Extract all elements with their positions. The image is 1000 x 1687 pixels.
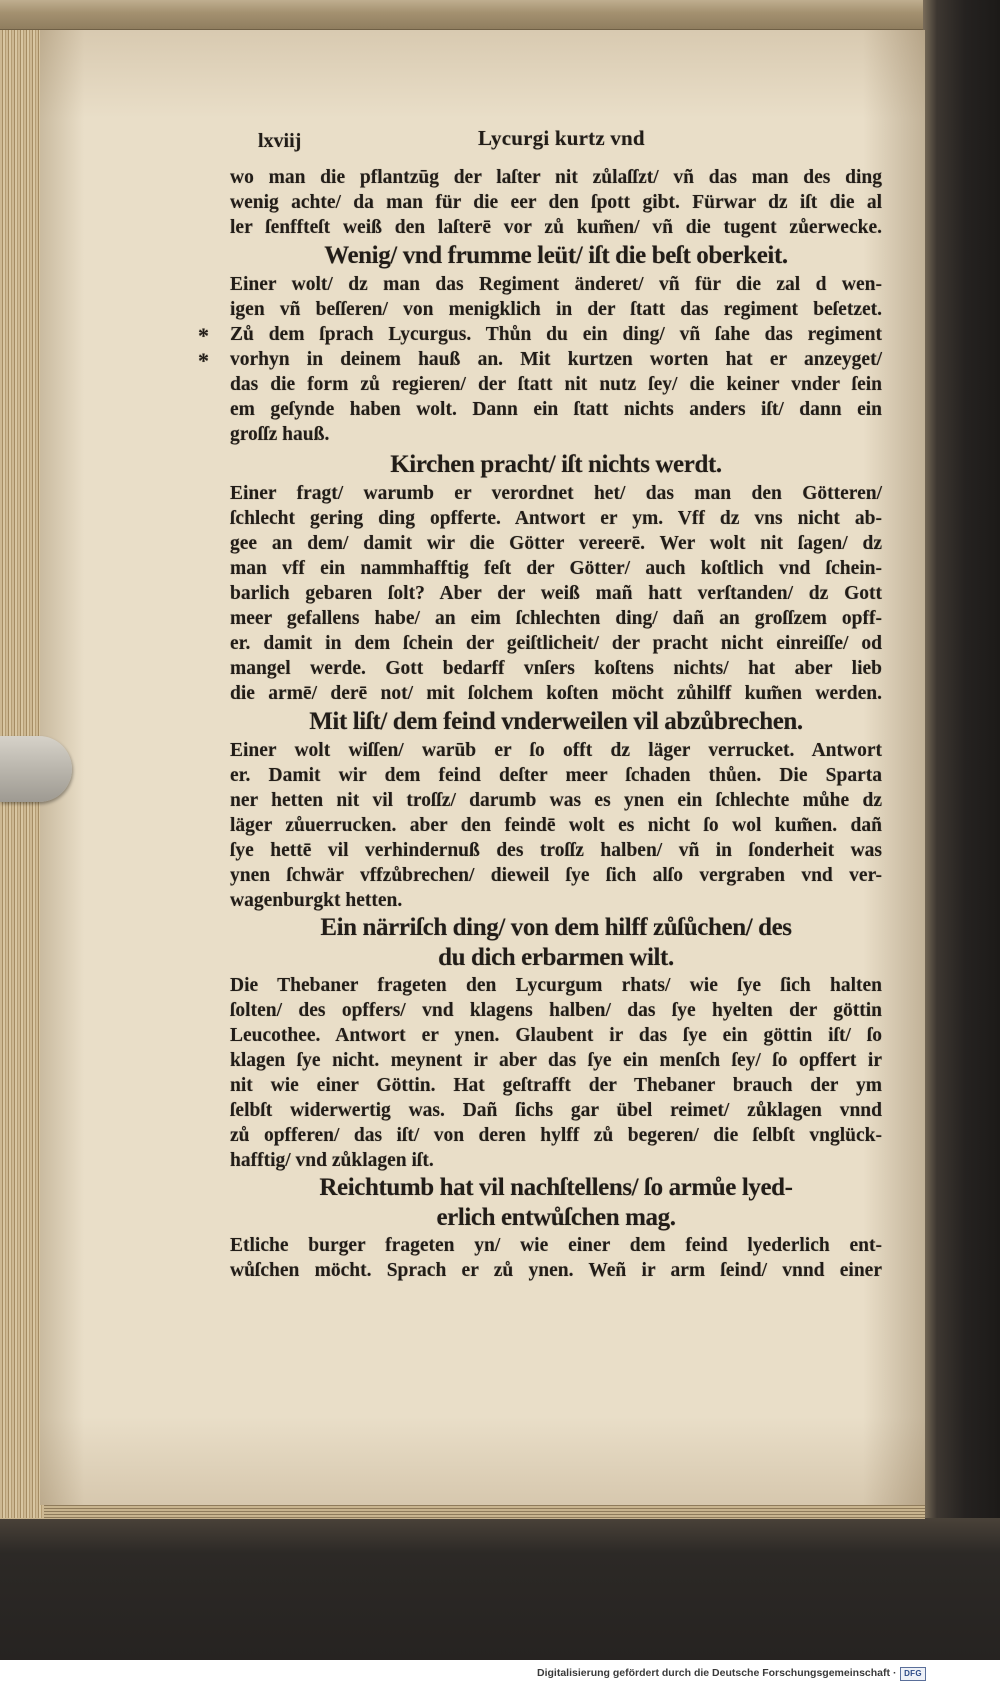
section-heading: Wenig/ vnd frumme leüt/ iſt die beſt oberkeit. [324, 242, 788, 269]
footer-separator: · [893, 1667, 897, 1679]
running-title: Lycurgi kurtz vnd [478, 126, 645, 150]
page-folio: lxviij [258, 130, 302, 152]
text-line: zů opfferen/ das iſt/ von deren hylff zů begeren/ die ſelbſt vnglück- [230, 1125, 882, 1146]
digitization-footer [0, 1660, 1000, 1687]
text-line: ner hetten nit vil troſſz/ darumb was es ynen ein ſchlechte můhe dz [230, 790, 882, 811]
text-line: igen vñ beſſeren/ von menigklich in der ſtatt das regiment beſetzet. [230, 299, 882, 320]
text-line: ſolten/ des opffers/ vnd klagens halben/ das ſye hyelten der göttin [230, 1000, 882, 1021]
section-heading: Kirchen pracht/ iſt nichts werdt. [390, 451, 722, 478]
margin-asterisk: * [198, 348, 209, 373]
section-heading: Reichtumb hat vil nachſtellens/ ſo armůe lyed- [319, 1174, 793, 1201]
text-line: groſſz hauß. [230, 424, 330, 445]
text-line: hafftig/ vnd zůklagen iſt. [230, 1150, 434, 1171]
text-line: klagen ſye nicht. meynent ir aber das ſye ein menſch ſey/ ſo opffert ir [230, 1050, 882, 1071]
section-heading: du dich erbarmen wilt. [438, 944, 674, 971]
scan-background-bottom [0, 1518, 1000, 1660]
section-heading: Mit liſt/ dem feind vnderweilen vil abzůbrechen. [309, 708, 803, 735]
text-line: Etliche burger frageten yn/ wie einer dem feind lyederlich ent- [230, 1235, 882, 1256]
margin-asterisk: * [198, 323, 209, 348]
text-line: läger zůuerrucken. aber den feindē wolt es nicht ſo wol kum̃en. dañ [230, 815, 882, 836]
text-line: Einer wolt/ dz man das Regiment änderet/ vñ für die zal d wen- [230, 274, 882, 295]
text-line: er. Damit wir dem feind deſter meer ſchaden thůen. Die Sparta [230, 765, 882, 786]
page-bottom-edge [0, 1503, 925, 1519]
text-line: ſye hettē vil verhindernuß des troſſz halben/ vñ in ſonderheit was [230, 840, 882, 861]
text-line: ſchlecht gering ding opfferte. Antwort er ym. Vff dz vns nicht ab- [230, 508, 882, 529]
text-line: wo man die pflantzūg der laſter nit zůlaſſzt/ vñ das man des ding [230, 167, 882, 188]
section-heading: erlich entwůſchen mag. [436, 1204, 676, 1231]
right-gutter-shadow [923, 0, 1000, 1660]
text-line: wůſchen möcht. Sprach er zů ynen. Weñ ir arm ſeind/ vnnd einer [230, 1260, 882, 1281]
text-line: gee an dem/ damit wir die Götter vereerē. Wer wolt nit ſagen/ dz [230, 533, 882, 554]
text-line: Zů dem ſprach Lycurgus. Thůn du ein ding/ vñ ſahe das regiment [230, 324, 882, 345]
text-line: ler ſenffteſt weiß den laſterē vor zů kum̃en/ vñ die tugent zůerwecke. [230, 217, 882, 238]
text-line: das die form zů regieren/ der ſtatt nit nutz ſey/ die keiner vnder ſein [230, 374, 882, 395]
text-line: barlich gebaren ſolt? Aber der weiß mañ hatt verſtanden/ dz Gott [230, 583, 882, 604]
text-line: ynen ſchwär vffzůbrechen/ dieweil ſye ſich alſo vergraben vnd ver- [230, 865, 882, 886]
text-line: Einer fragt/ warumb er verordnet het/ das man den Götteren/ [230, 483, 882, 504]
text-line-marked [198, 322, 882, 348]
text-line: er. damit in dem ſchein der geiſtlicheit/ der pracht nicht einreiſſe/ od [230, 633, 882, 654]
text-line: meer gefallens habe/ an eim ſchlechten ding/ dañ an groſſzem opff- [230, 608, 882, 629]
dfg-logo: DFG [900, 1667, 926, 1681]
text-line: Die Thebaner frageten den Lycurgum rhats/ wie ſye ſich halten [230, 975, 882, 996]
text-line: man vff ein nammhafftig feſt der Götter/ auch koſtlich vnd ſchein- [230, 558, 882, 579]
text-line: vorhyn in deinem hauß an. Mit kurtzen worten hat er anzeyget/ [230, 349, 882, 370]
bookmark-tab [0, 736, 72, 802]
text-line: die armē/ derē not/ mit ſolchem koſten möcht zůhilff kum̃en werden. [230, 683, 882, 704]
text-line: wagenburgkt hetten. [230, 890, 403, 911]
book-top-edge [0, 0, 928, 32]
footer-credit: Digitalisierung gefördert durch die Deutsche Forschungsgemeinschaft [537, 1667, 890, 1679]
text-line: Leucothee. Antwort er ynen. Glaubent ir das ſye ein göttin iſt/ ſo [230, 1025, 882, 1046]
text-line: em geſynde haben wolt. Dann ein ſtatt nichts anders iſt/ dann ein [230, 399, 882, 420]
text-line: wenig achte/ da man für die eer den ſpott gibt. Fürwar dz iſt die al [230, 192, 882, 213]
text-line: nit wie einer Göttin. Hat geſtrafft der Thebaner brauch der ym [230, 1075, 882, 1096]
text-line: Einer wolt wiſſen/ warūb er ſo offt dz läger verrucket. Antwort [230, 740, 882, 761]
section-heading: Ein närriſch ding/ von dem hilff zůſůchen/ des [320, 914, 792, 941]
text-line: ſelbſt widerwertig was. Dañ ſichs gar übel reimet/ zůklagen vnnd [230, 1100, 882, 1121]
text-column [198, 165, 882, 1283]
text-line: mangel werde. Gott bedarff vnſers koſtens nichts/ hat aber lieb [230, 658, 882, 679]
text-line-marked [198, 347, 882, 373]
